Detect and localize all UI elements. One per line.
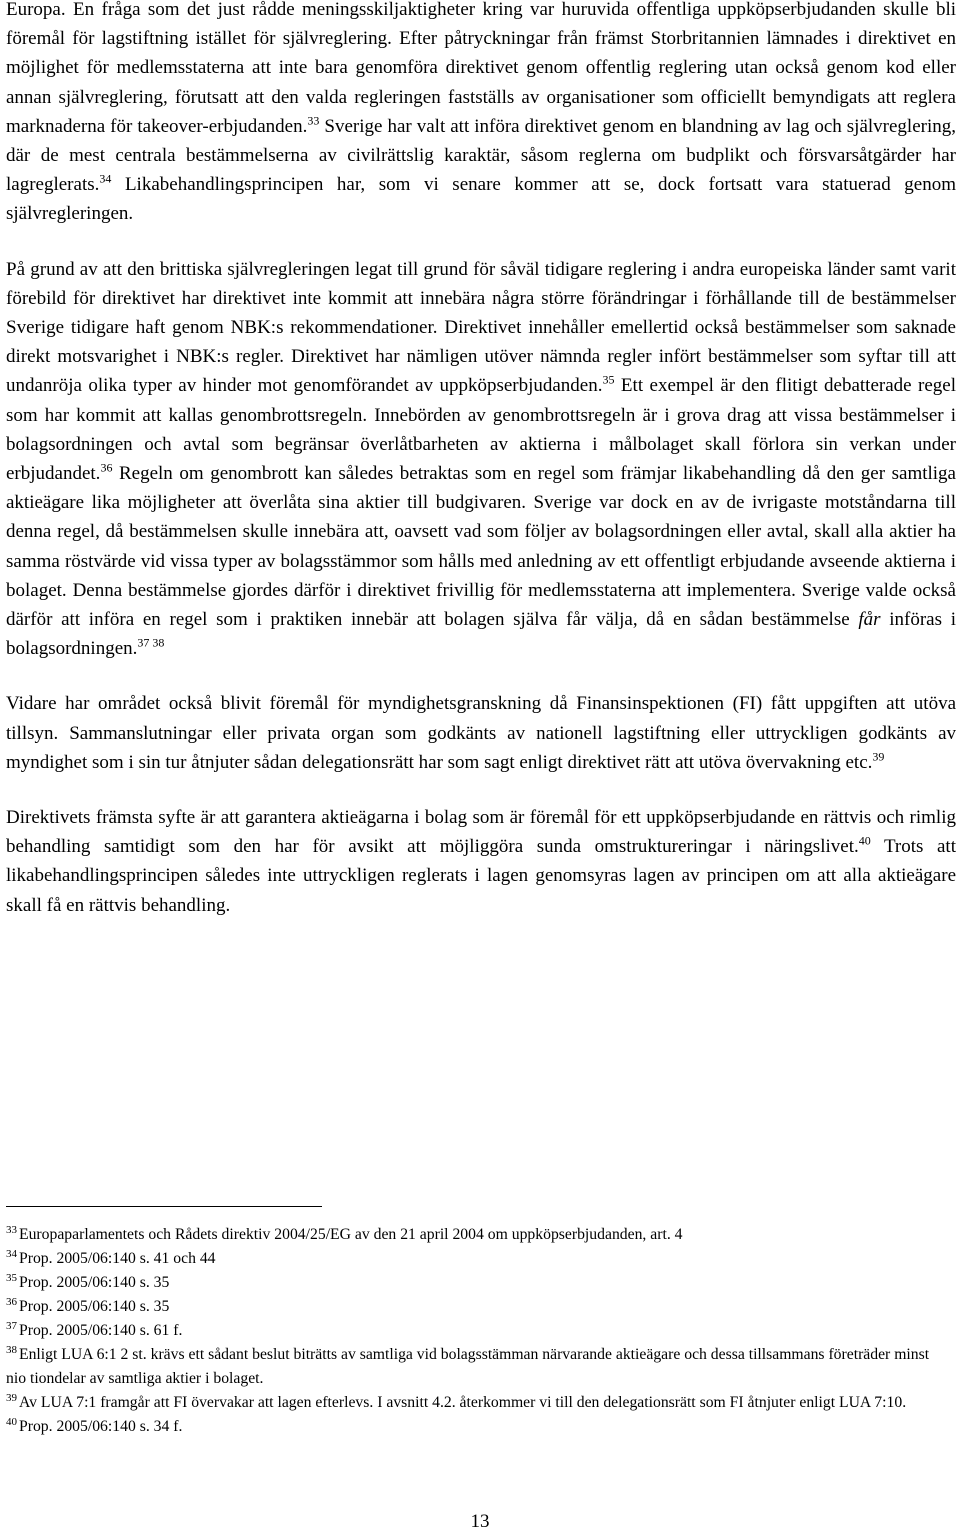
- paragraph-text: Likabehandlingsprincipen har, som vi senare kommer att se, dock fortsatt vara statuerad genom självregleringen.: [6, 174, 956, 225]
- footnote: [6, 1391, 951, 1415]
- footnote-number: 40: [6, 1415, 17, 1428]
- footnote-ref[interactable]: 33: [307, 113, 320, 128]
- footnote-text: Prop. 2005/06:140 s. 35: [19, 1274, 170, 1291]
- footnotes: [6, 1223, 951, 1439]
- paragraph-text: Direktivets främsta syfte är att garantera aktieägarna i bolag som är föremål för ett uppköpserbjudande en rättvis och rimlig behandling samtidigt som den har för avsikt att möjliggöra sunda omstruktureringar i näringslivet.: [6, 807, 956, 858]
- footnote-number: 38: [6, 1343, 17, 1356]
- paragraph-text: Europa. En fråga som det just rådde meningsskiljaktigheter kring var huruvida offentliga uppköpserbjudanden skulle bli föremål för lagstiftning istället för självreglering. Efter påtryckningar från främst Storbritannien lämnades i direktivet en möjlighet för medlemsstaterna att inte bara genomföra direktivet genom offentlig reglering utan också genom kod eller annan självreglering, förutsatt att den valda regleringen fastställs av organisationer som officiellt bemyndigats att reglera marknaderna för takeover-erbjudanden.: [6, 0, 956, 137]
- footnote-number: 36: [6, 1295, 17, 1308]
- footnote-number: 39: [6, 1391, 17, 1404]
- paragraph-gap: [6, 229, 956, 255]
- footnote-ref[interactable]: 35: [602, 373, 615, 388]
- paragraph-gap: [6, 777, 956, 803]
- footnote-text: Prop. 2005/06:140 s. 41 och 44: [19, 1250, 216, 1267]
- footnote-number: 37: [6, 1319, 17, 1332]
- footnote: [6, 1247, 951, 1271]
- footnote-number: 34: [6, 1247, 17, 1260]
- paragraph-text: På grund av att den brittiska självregleringen legat till grund för såväl tidigare reglering i andra europeiska länder samt varit förebild för direktivet har direktivet inte kommit att innebära några större förändringar i förhållande till de bestämmelser Sverige tidigare haft genom NBK:s rekommendationer. Direktivet innehåller emellertid också bestämmelser som saknade direkt motsvarighet i NBK:s regler. Direktivet har nämligen utöver nämnda regler infört bestämmelser som syftar till att undanröja olika typer av hinder mot genomförandet av uppköpserbjudanden.: [6, 258, 956, 397]
- body-paragraph: [6, 803, 956, 920]
- paragraph-text: Trots att likabehandlingsprincipen således inte uttryckligen reglerats i lagen genomsyras lagen av principen om att alla aktieägare skall få en rättvis behandling.: [6, 836, 956, 916]
- paragraph-text: Ett exempel är den flitigt debatterade regel som har kommit att kallas genombrottsregeln. Innebörden av genombrottsregeln är i grova drag att vissa bestämmelser i bolagsordningen och avtal som begränsar överlåtbarheten av aktierna i målbolaget skall förlora sin verkan under erbjudandet.: [6, 375, 956, 485]
- paragraph-text: Sverige har valt att införa direktivet genom en blandning av lag och självreglering, där de mest centrala bestämmelserna av civilrättslig karaktär, såsom reglerna om budplikt och försvarsåtgärder har lagreglerats.: [6, 115, 957, 196]
- footnote: [6, 1319, 951, 1343]
- paragraph-text: Vidare har området också blivit föremål för myndighetsgranskning då Finansinspektionen (FI) fått uppgiften att utöva tillsyn. Sammanslutningar eller privata organ som godkänts av nationell lagstiftning eller uttryckligen godkänts av myndighet som i sin tur åtnjuter sådan delegationsrätt har som sagt enligt direktivet rätt att utöva övervakning etc.: [6, 693, 956, 773]
- footnote-ref[interactable]: 39: [872, 749, 885, 764]
- footnote: [6, 1415, 951, 1439]
- body-paragraph: [6, 0, 956, 229]
- document-page: [6, 0, 956, 920]
- footnote-text: Prop. 2005/06:140 s. 34 f.: [19, 1418, 183, 1435]
- body-paragraph: [6, 255, 956, 664]
- page-number: 13: [470, 1511, 490, 1532]
- footnote: [6, 1295, 951, 1319]
- body-paragraph: [6, 689, 956, 777]
- footnote: [6, 1223, 951, 1247]
- paragraph-gap: [6, 663, 956, 689]
- footnote-text: Prop. 2005/06:140 s. 61 f.: [19, 1322, 183, 1339]
- footnote-text: Prop. 2005/06:140 s. 35: [19, 1298, 170, 1315]
- footnote-text: Enligt LUA 6:1 2 st. krävs ett sådant beslut biträtts av samtliga vid bolagsstämman närvarande aktieägare och dessa tillsammans företräder minst nio tiondelar av samtliga aktier i bolaget.: [6, 1346, 930, 1387]
- footnote-separator: [6, 1206, 322, 1207]
- footnote: [6, 1343, 951, 1391]
- footnote-number: 33: [6, 1223, 17, 1236]
- footnote-number: 35: [6, 1271, 17, 1284]
- footnote-ref[interactable]: 34: [99, 171, 112, 186]
- footnote-ref[interactable]: 36: [100, 460, 113, 475]
- paragraph-text: Regeln om genombrott kan således betraktas som en regel som främjar likabehandling då den ger samtliga aktieägare lika möjligheter att överlåta sina aktier till budgivaren. Sverige var dock en av de ivrigaste motståndarna till denna regel, då bestämmelsen skulle innebära att, oavsett vad som följer av bolagsordningen eller avtal, skall alla aktier ha samma röstvärde vid vissa typer av bolagsstämmor som hålls med anledning av ett offentligt erbjudande avseende aktierna i bolaget. Denna bestämmelse gjordes därför i direktivet frivillig för medlemsstaterna att implementera. Sverige valde också därför att införa en regel som i praktiken innebär att bolagen själva får välja, då en sådan bestämmelse: [6, 463, 956, 631]
- paragraph-text: införas i bolagsordningen.: [6, 609, 956, 660]
- emphasized-word: får: [858, 609, 881, 631]
- footnote-ref[interactable]: 40: [858, 833, 871, 848]
- footnote-text: Av LUA 7:1 framgår att FI övervakar att lagen efterlevs. I avsnitt 4.2. återkommer vi till den delegationsrätt som FI åtnjuter enligt LUA 7:10.: [19, 1394, 907, 1411]
- footnote: [6, 1271, 951, 1295]
- footnote-ref[interactable]: 37 38: [137, 635, 165, 650]
- footnote-text: Europaparlamentets och Rådets direktiv 2004/25/EG av den 21 april 2004 om uppköpserbjudanden, art. 4: [19, 1226, 683, 1243]
